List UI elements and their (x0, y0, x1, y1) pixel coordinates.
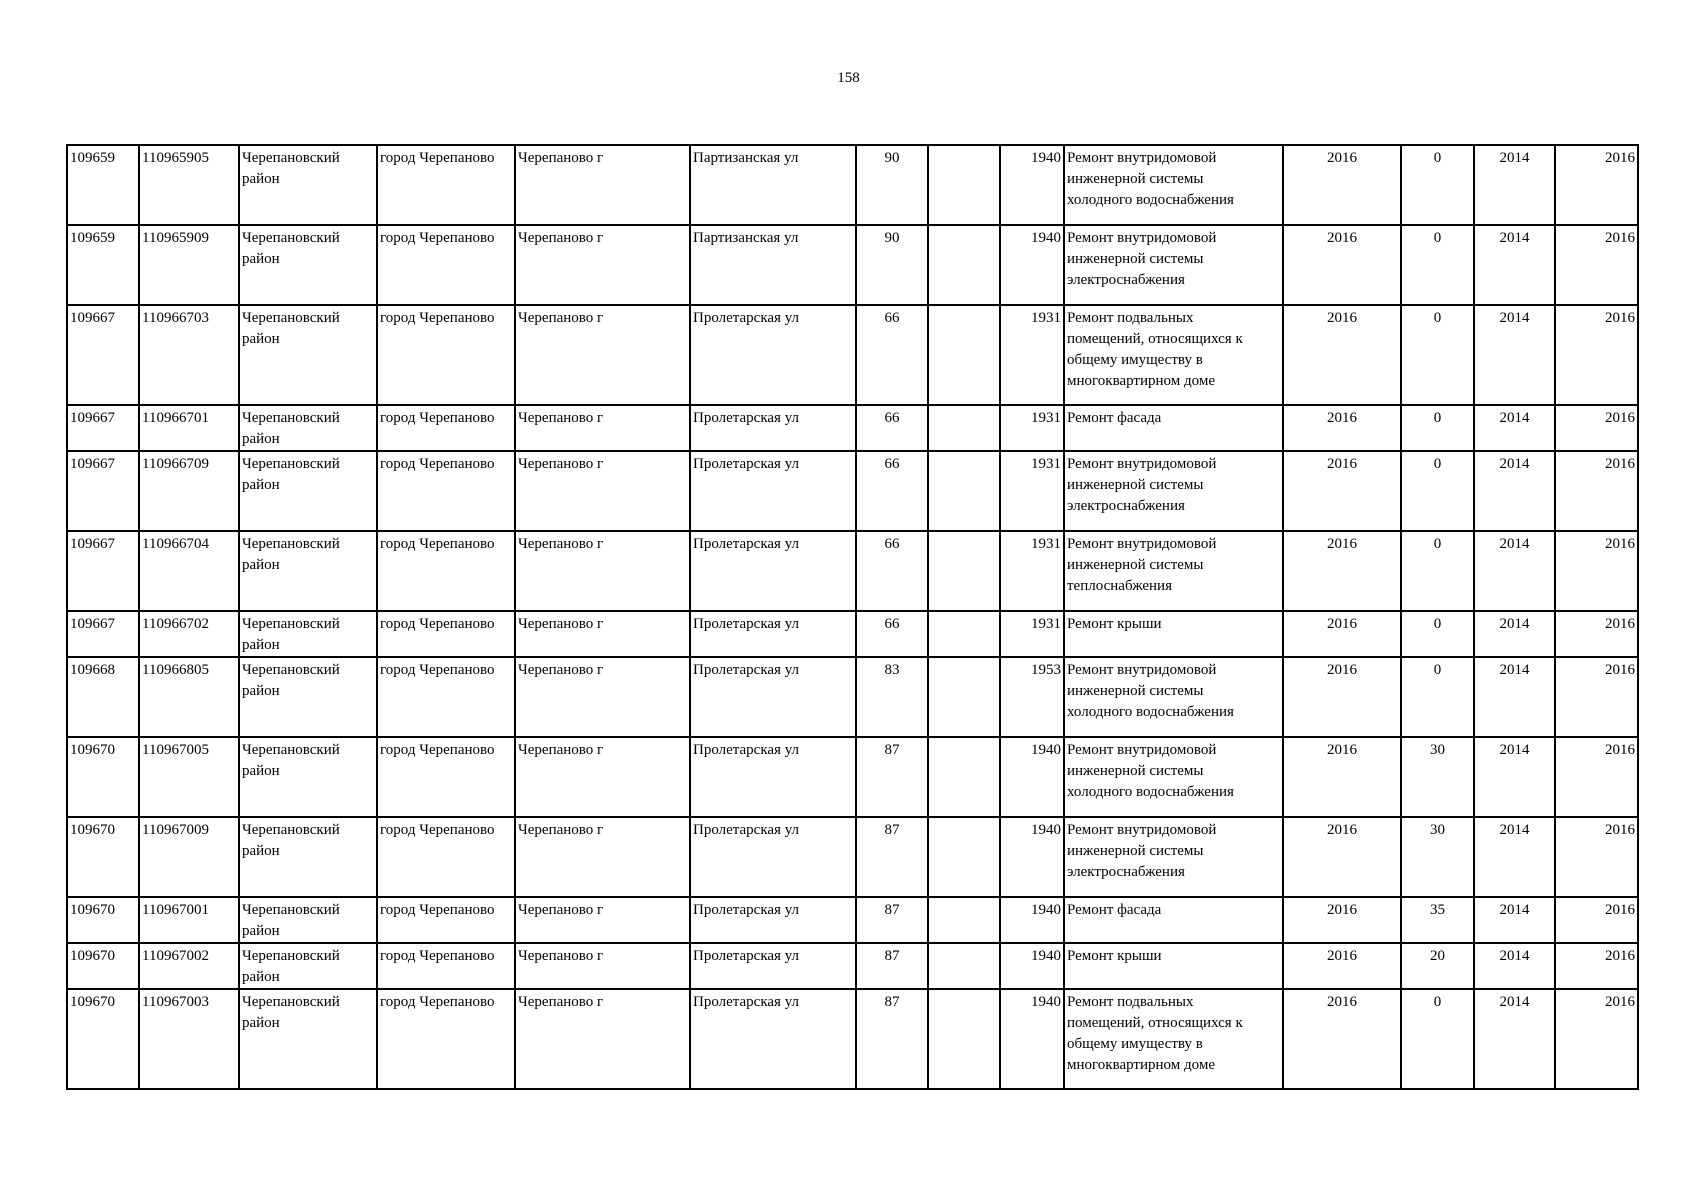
cell-work-type: Ремонт крыши (1064, 943, 1283, 989)
cell-plan-year: 2016 (1283, 531, 1401, 611)
cell-house-number: 66 (856, 305, 928, 405)
cell-work-type: Ремонт подвальных помещений, относящихся к общему имуществу в многоквартирном доме (1064, 305, 1283, 405)
cell-settlement: Черепаново г (515, 531, 690, 611)
cell-year-from: 2014 (1474, 451, 1555, 531)
cell-house-id: 109667 (67, 611, 139, 657)
cell-work-type: Ремонт внутридомовой инженерной системы холодного водоснабжения (1064, 145, 1283, 225)
table-row (67, 225, 1638, 305)
cell-district: Черепановский район (239, 531, 377, 611)
cell-building (928, 531, 1000, 611)
cell-street: Партизанская ул (690, 145, 856, 225)
cell-settlement: Черепаново г (515, 405, 690, 451)
cell-work-id: 110965905 (139, 145, 239, 225)
cell-wear-percent: 0 (1401, 657, 1474, 737)
cell-wear-percent: 0 (1401, 225, 1474, 305)
cell-house-id: 109670 (67, 737, 139, 817)
cell-year-built: 1931 (1000, 405, 1064, 451)
cell-work-type: Ремонт внутридомовой инженерной системы теплоснабжения (1064, 531, 1283, 611)
cell-year-built: 1940 (1000, 943, 1064, 989)
cell-year-to: 2016 (1555, 225, 1638, 305)
cell-municipality: город Черепаново (377, 989, 515, 1089)
cell-year-from: 2014 (1474, 943, 1555, 989)
cell-municipality: город Черепаново (377, 405, 515, 451)
cell-house-id: 109667 (67, 451, 139, 531)
cell-year-to: 2016 (1555, 817, 1638, 897)
cell-district: Черепановский район (239, 451, 377, 531)
cell-year-from: 2014 (1474, 531, 1555, 611)
cell-year-built: 1940 (1000, 989, 1064, 1089)
cell-building (928, 817, 1000, 897)
cell-work-type: Ремонт внутридомовой инженерной системы холодного водоснабжения (1064, 737, 1283, 817)
cell-work-type: Ремонт внутридомовой инженерной системы электроснабжения (1064, 451, 1283, 531)
cell-district: Черепановский район (239, 943, 377, 989)
cell-year-built: 1940 (1000, 817, 1064, 897)
cell-plan-year: 2016 (1283, 657, 1401, 737)
cell-year-from: 2014 (1474, 225, 1555, 305)
table-row (67, 737, 1638, 817)
cell-year-built: 1953 (1000, 657, 1064, 737)
cell-settlement: Черепаново г (515, 145, 690, 225)
cell-district: Черепановский район (239, 145, 377, 225)
cell-year-from: 2014 (1474, 817, 1555, 897)
table-row (67, 943, 1638, 989)
cell-year-to: 2016 (1555, 657, 1638, 737)
cell-work-id: 110967002 (139, 943, 239, 989)
cell-street: Пролетарская ул (690, 737, 856, 817)
cell-building (928, 737, 1000, 817)
cell-work-id: 110966703 (139, 305, 239, 405)
cell-work-type: Ремонт подвальных помещений, относящихся к общему имуществу в многоквартирном доме (1064, 989, 1283, 1089)
cell-settlement: Черепаново г (515, 897, 690, 943)
cell-year-from: 2014 (1474, 897, 1555, 943)
cell-work-id: 110967005 (139, 737, 239, 817)
cell-wear-percent: 0 (1401, 989, 1474, 1089)
cell-year-from: 2014 (1474, 145, 1555, 225)
cell-house-number: 66 (856, 405, 928, 451)
cell-work-id: 110966805 (139, 657, 239, 737)
cell-building (928, 451, 1000, 531)
page-number: 158 (837, 70, 860, 86)
cell-year-built: 1931 (1000, 611, 1064, 657)
cell-street: Пролетарская ул (690, 657, 856, 737)
cell-work-id: 110966701 (139, 405, 239, 451)
cell-municipality: город Черепаново (377, 145, 515, 225)
cell-wear-percent: 30 (1401, 817, 1474, 897)
cell-municipality: город Черепаново (377, 897, 515, 943)
cell-wear-percent: 30 (1401, 737, 1474, 817)
cell-year-to: 2016 (1555, 611, 1638, 657)
cell-street: Пролетарская ул (690, 897, 856, 943)
cell-house-number: 87 (856, 989, 928, 1089)
cell-year-from: 2014 (1474, 657, 1555, 737)
cell-municipality: город Черепаново (377, 225, 515, 305)
cell-district: Черепановский район (239, 817, 377, 897)
cell-building (928, 657, 1000, 737)
cell-settlement: Черепаново г (515, 989, 690, 1089)
cell-house-number: 90 (856, 145, 928, 225)
cell-house-id: 109667 (67, 305, 139, 405)
cell-district: Черепановский район (239, 611, 377, 657)
cell-district: Черепановский район (239, 989, 377, 1089)
cell-work-type: Ремонт крыши (1064, 611, 1283, 657)
cell-year-built: 1931 (1000, 305, 1064, 405)
cell-house-number: 90 (856, 225, 928, 305)
cell-street: Пролетарская ул (690, 405, 856, 451)
cell-plan-year: 2016 (1283, 737, 1401, 817)
cell-district: Черепановский район (239, 225, 377, 305)
cell-year-built: 1940 (1000, 897, 1064, 943)
cell-year-to: 2016 (1555, 451, 1638, 531)
cell-street: Пролетарская ул (690, 305, 856, 405)
cell-settlement: Черепаново г (515, 225, 690, 305)
cell-year-built: 1940 (1000, 225, 1064, 305)
cell-street: Пролетарская ул (690, 451, 856, 531)
cell-building (928, 225, 1000, 305)
cell-street: Пролетарская ул (690, 943, 856, 989)
cell-plan-year: 2016 (1283, 225, 1401, 305)
cell-year-to: 2016 (1555, 737, 1638, 817)
cell-house-number: 66 (856, 451, 928, 531)
table-row (67, 611, 1638, 657)
cell-plan-year: 2016 (1283, 989, 1401, 1089)
cell-district: Черепановский район (239, 897, 377, 943)
cell-house-number: 87 (856, 943, 928, 989)
table-row (67, 451, 1638, 531)
cell-year-from: 2014 (1474, 611, 1555, 657)
cell-plan-year: 2016 (1283, 611, 1401, 657)
cell-work-id: 110965909 (139, 225, 239, 305)
cell-year-to: 2016 (1555, 405, 1638, 451)
cell-house-id: 109670 (67, 817, 139, 897)
cell-district: Черепановский район (239, 737, 377, 817)
cell-building (928, 897, 1000, 943)
cell-house-number: 83 (856, 657, 928, 737)
cell-plan-year: 2016 (1283, 305, 1401, 405)
cell-work-type: Ремонт внутридомовой инженерной системы электроснабжения (1064, 225, 1283, 305)
table-row (67, 657, 1638, 737)
cell-year-to: 2016 (1555, 305, 1638, 405)
table-row (67, 897, 1638, 943)
cell-plan-year: 2016 (1283, 405, 1401, 451)
cell-work-type: Ремонт фасада (1064, 897, 1283, 943)
cell-year-built: 1931 (1000, 531, 1064, 611)
cell-district: Черепановский район (239, 657, 377, 737)
cell-year-to: 2016 (1555, 145, 1638, 225)
cell-house-id: 109670 (67, 989, 139, 1089)
cell-work-id: 110967001 (139, 897, 239, 943)
cell-settlement: Черепаново г (515, 657, 690, 737)
cell-municipality: город Черепаново (377, 611, 515, 657)
cell-settlement: Черепаново г (515, 451, 690, 531)
cell-plan-year: 2016 (1283, 451, 1401, 531)
cell-year-from: 2014 (1474, 737, 1555, 817)
cell-wear-percent: 0 (1401, 405, 1474, 451)
cell-year-from: 2014 (1474, 305, 1555, 405)
table-row (67, 989, 1638, 1089)
table-row (67, 817, 1638, 897)
cell-wear-percent: 0 (1401, 145, 1474, 225)
table-row (67, 531, 1638, 611)
cell-year-built: 1940 (1000, 145, 1064, 225)
cell-street: Пролетарская ул (690, 817, 856, 897)
cell-building (928, 145, 1000, 225)
cell-settlement: Черепаново г (515, 305, 690, 405)
cell-building (928, 305, 1000, 405)
cell-year-to: 2016 (1555, 531, 1638, 611)
cell-settlement: Черепаново г (515, 737, 690, 817)
cell-wear-percent: 0 (1401, 611, 1474, 657)
cell-house-id: 109667 (67, 405, 139, 451)
cell-house-id: 109670 (67, 943, 139, 989)
cell-wear-percent: 35 (1401, 897, 1474, 943)
cell-settlement: Черепаново г (515, 611, 690, 657)
repair-program-table (66, 144, 1639, 1090)
cell-plan-year: 2016 (1283, 817, 1401, 897)
cell-wear-percent: 0 (1401, 451, 1474, 531)
cell-plan-year: 2016 (1283, 943, 1401, 989)
cell-work-id: 110967003 (139, 989, 239, 1089)
cell-house-id: 109659 (67, 145, 139, 225)
cell-house-id: 109670 (67, 897, 139, 943)
cell-municipality: город Черепаново (377, 451, 515, 531)
cell-year-to: 2016 (1555, 897, 1638, 943)
cell-municipality: город Черепаново (377, 531, 515, 611)
cell-plan-year: 2016 (1283, 897, 1401, 943)
cell-house-id: 109667 (67, 531, 139, 611)
cell-wear-percent: 20 (1401, 943, 1474, 989)
cell-house-number: 87 (856, 897, 928, 943)
cell-house-number: 66 (856, 531, 928, 611)
cell-house-number: 87 (856, 737, 928, 817)
cell-street: Пролетарская ул (690, 989, 856, 1089)
cell-building (928, 405, 1000, 451)
cell-municipality: город Черепаново (377, 657, 515, 737)
cell-municipality: город Черепаново (377, 305, 515, 405)
cell-work-id: 110966709 (139, 451, 239, 531)
table-row (67, 305, 1638, 405)
cell-street: Пролетарская ул (690, 531, 856, 611)
cell-work-type: Ремонт внутридомовой инженерной системы холодного водоснабжения (1064, 657, 1283, 737)
cell-municipality: город Черепаново (377, 737, 515, 817)
cell-wear-percent: 0 (1401, 531, 1474, 611)
cell-work-id: 110966704 (139, 531, 239, 611)
cell-building (928, 611, 1000, 657)
cell-settlement: Черепаново г (515, 943, 690, 989)
cell-street: Партизанская ул (690, 225, 856, 305)
cell-house-number: 87 (856, 817, 928, 897)
cell-house-number: 66 (856, 611, 928, 657)
cell-district: Черепановский район (239, 305, 377, 405)
cell-work-id: 110967009 (139, 817, 239, 897)
table-row (67, 405, 1638, 451)
cell-building (928, 989, 1000, 1089)
cell-municipality: город Черепаново (377, 817, 515, 897)
cell-settlement: Черепаново г (515, 817, 690, 897)
cell-year-from: 2014 (1474, 989, 1555, 1089)
cell-house-id: 109659 (67, 225, 139, 305)
cell-building (928, 943, 1000, 989)
cell-year-built: 1940 (1000, 737, 1064, 817)
cell-year-to: 2016 (1555, 989, 1638, 1089)
table-body (67, 145, 1638, 1089)
cell-house-id: 109668 (67, 657, 139, 737)
cell-municipality: город Черепаново (377, 943, 515, 989)
table-row (67, 145, 1638, 225)
cell-work-id: 110966702 (139, 611, 239, 657)
cell-year-to: 2016 (1555, 943, 1638, 989)
cell-work-type: Ремонт внутридомовой инженерной системы электроснабжения (1064, 817, 1283, 897)
cell-year-from: 2014 (1474, 405, 1555, 451)
cell-plan-year: 2016 (1283, 145, 1401, 225)
cell-year-built: 1931 (1000, 451, 1064, 531)
cell-wear-percent: 0 (1401, 305, 1474, 405)
cell-street: Пролетарская ул (690, 611, 856, 657)
cell-district: Черепановский район (239, 405, 377, 451)
cell-work-type: Ремонт фасада (1064, 405, 1283, 451)
